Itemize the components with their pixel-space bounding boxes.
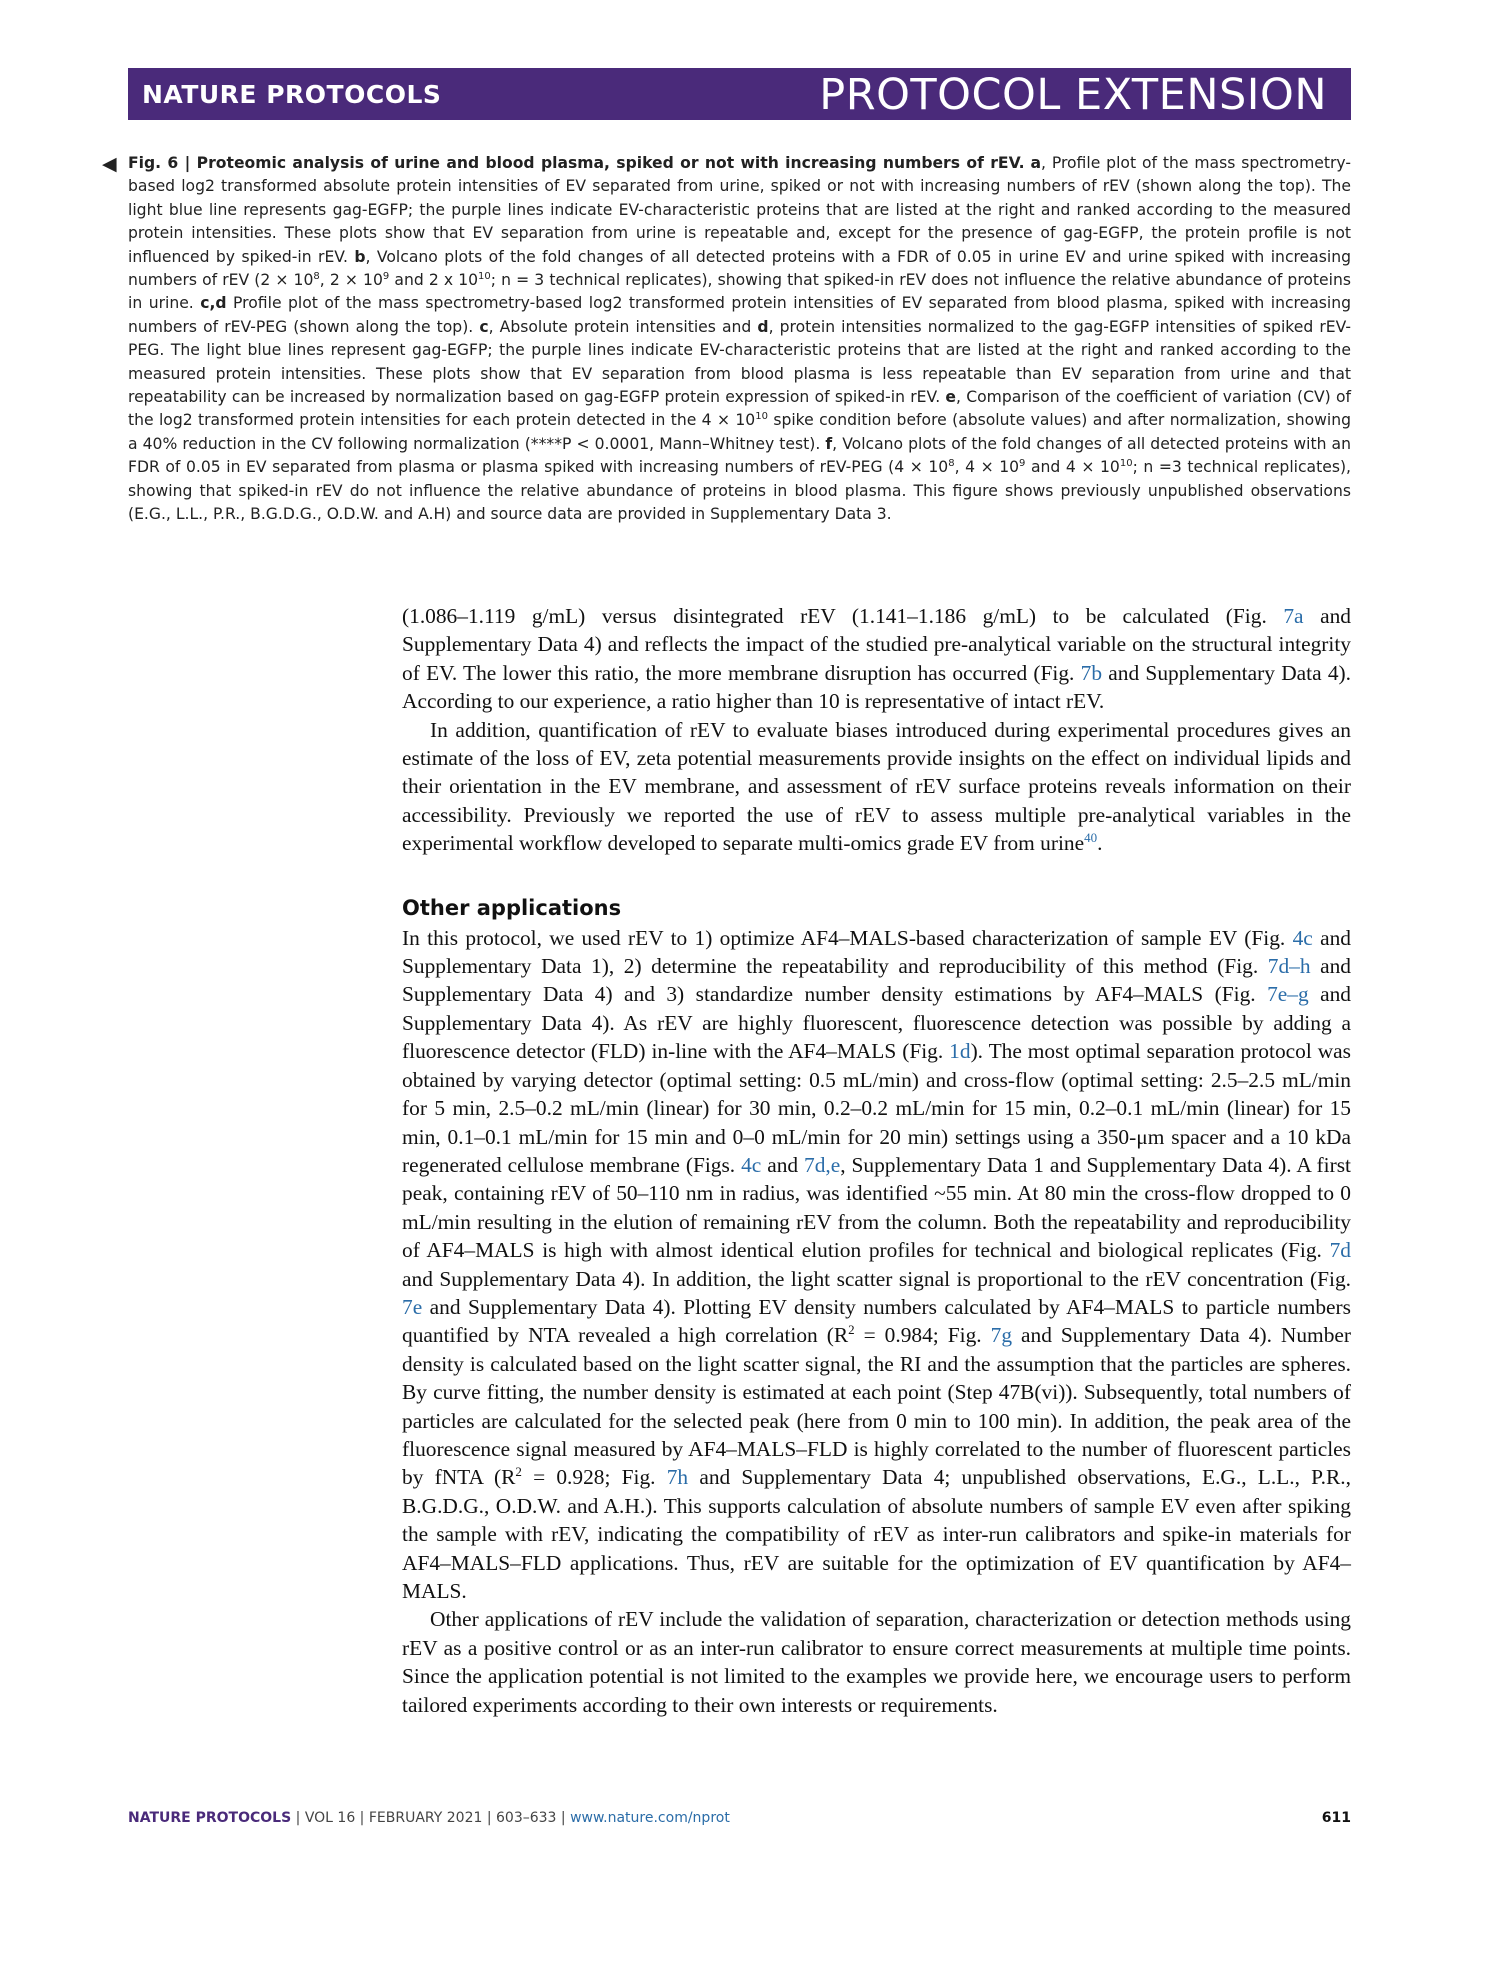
paragraph: In this protocol, we used rEV to 1) optimize AF4–MALS-based characterization of sample EV (Fig. 4c and Supplementary Data 1), 2) determine the repeatability and reproducibility of this method (Fig. 7d–h and Supplementary Data 4) and 3) standardize number density estimations by AF4–MALS (Fig. 7e–g and Supplementary Data 4). As rEV are highly fluorescent, fluorescence detection was possible by adding a fluorescence detector (FLD) in-line with the AF4–MALS (Fig. 1d). The most optimal separation protocol was obtained by varying detector (optimal setting: 0.5 mL/min) and cross-flow (optimal setting: 2.5–2.5 mL/min for 5 min, 2.5–0.2 mL/min (linear) for 30 min, 0.2–0.2 mL/min for 15 min, 0.2–0.1 mL/min (linear) for 15 min, 0.1–0.1 mL/min for 15 min and 0–0 mL/min for 20 min) settings using a 350-μm spacer and a 10 kDa regenerated cellulose membrane (Figs. 4c and 7d,e, Supplementary Data 1 and Supplementary Data 4). A first peak, containing rEV of 50–110 nm in radius, was identified ~55 min. At 80 min the cross-flow dropped to 0 mL/min resulting in the elution of remaining rEV from the column. Both the repeatability and reproducibility of AF4–MALS is high with almost identical elution profiles for technical and biological replicates (Fig. 7d and Supplementary Data 4). In addition, the light scatter signal is proportional to the rEV concentration (Fig. 7e and Supplementary Data 4). Plotting EV density numbers calculated by AF4–MALS to particle numbers quantified by NTA revealed a high correlation ($R^2 = 0.984$; Fig. 7g and Supplementary Data 4). Number density is calculated based on the light scatter signal, the RI and the assumption that the particles are spheres. By curve fitting, the number density is estimated at each point (Step 47B(vi)). Subsequently, total numbers of particles are calculated for the selected peak (here from 0 min to 100 min). In addition, the peak area of the fluorescence signal measured by AF4–MALS–FLD is highly correlated to the number of fluorescent particles by fNTA ($R^2 = 0.928$; Fig. 7h and Supplementary Data 4; unpublished observations, E.G., L.L., P.R., B.G.D.G., O.D.W. and A.H.). This supports calculation of absolute numbers of sample EV even after spiking the sample with rEV, indicating the compatibility of rEV as inter-run calibrators and spike-in materials for AF4–MALS–FLD applications. Thus, rEV are suitable for the optimization of EV quantification by AF4–MALS.	[402, 925, 1352, 1603]
fig-link[interactable]: 4c	[1292, 925, 1313, 950]
footer-journal: NATURE PROTOCOLS	[128, 1810, 292, 1826]
fig-link[interactable]: 7a	[1283, 604, 1304, 628]
figure-caption: ◀ Fig. 6 | Proteomic analysis of urine and blood plasma, spiked or not with increasing numbers of rEV. a, Profile plot of the mass spectrometry-based log2 transformed absolute protein intensities of EV separated from urine, spiked or not with increasing numbers of rEV (shown along the top). The light blue line represents gag-EGFP; the purple lines indicate EV-characteristic proteins that are listed at the right and ranked according to the measured protein intensities. These plots show that EV separation from urine is repeatable and, except for the presence of gag-EGFP, the protein profile is not influenced by spiked-in rEV. b, Volcano plots of the fold changes of all detected proteins with a FDR of 0.05 in urine EV and urine spiked with increasing numbers of rEV ($2 \times 10^8$, $2 \times 10^9$ and 2 x $10^{10}$; n = 3 technical replicates), showing that spiked-in rEV does not influence the relative abundance of proteins in urine. c,d Profile plot of the mass spectrometry-based log2 transformed protein intensities of EV separated from blood plasma, spiked with increasing numbers of rEV-PEG (shown along the top). c, Absolute protein intensities and d, protein intensities normalized to the gag-EGFP intensities of spiked rEV-PEG. The light blue lines represent gag-EGFP; the purple lines indicate EV-characteristic proteins that are listed at the right and ranked according to the measured protein intensities. These plots show that EV separation from blood plasma is less repeatable than EV separation from urine and that repeatability can be increased by normalization based on gag-EGFP protein expression of spiked-in rEV. e, Comparison of the coefficient of variation (CV) of the log2 transformed protein intensities for each protein detected in the $4 \times 10^{10}$ spike condition before (absolute values) and after normalization, showing a 40% reduction in the CV following normalization (****P < 0.0001, Mann–Whitney test). f, Volcano plots of the fold changes of all detected proteins with an FDR of 0.05 in EV separated from plasma or plasma spiked with increasing numbers of rEV-PEG ($4 \times 10^8$, $4 \times 10^9$ and $4 \times 10^{10}$; n =3 technical replicates), showing that spiked-in rEV do not influence the relative abundance of proteins in blood plasma. This figure shows previously unpublished observations (E.G., L.L., P.R., B.G.D.G., O.D.W. and A.H) and source data are provided in Supplementary Data 3.	[102, 153, 1352, 524]
fig-link[interactable]: 7d,e	[804, 1152, 841, 1177]
footer-pages: 603–633	[496, 1810, 557, 1826]
paragraph: (1.086–1.119 g/mL) versus disintegrated rEV (1.141–1.186 g/mL) to be calculated (Fig. 7a and Supplementary Data 4) and reflects the impact of the studied pre-analytical variable on the structural integrity of EV. The lower this ratio, the more membrane disruption has occurred (Fig. 7b and Supplementary Data 4). According to our experience, a ratio higher than 10 is representative of intact rEV.	[402, 604, 1352, 714]
fig-link[interactable]: 7d–h	[1267, 954, 1311, 979]
fig-link[interactable]: 4c	[741, 1152, 762, 1177]
footer-volume: VOL 16	[304, 1810, 356, 1826]
caption-arrow-icon: ◀	[102, 153, 117, 175]
fig-link[interactable]: 7d	[1329, 1238, 1351, 1263]
body-text	[402, 602, 1351, 1719]
fig-link[interactable]: 7g	[990, 1323, 1013, 1348]
page-number: 611	[1321, 1810, 1351, 1826]
fig-link[interactable]: 7b	[1080, 660, 1103, 685]
caption-title: Fig. 6 | Proteomic analysis of urine and blood plasma, spiked or not with increasing numbers of rEV.	[128, 154, 1025, 172]
reference-link[interactable]: 40	[1084, 830, 1098, 846]
fig-link[interactable]: 7h	[666, 1465, 689, 1490]
paragraph: Other applications of rEV include the validation of separation, characterization or detection methods using rEV as a positive control or as an inter-run calibrator to ensure correct measurements at multiple time points. Since the application potential is not limited to the examples we provide here, we encourage users to perform tailored experiments according to their own interests or requirements.	[402, 1607, 1351, 1717]
journal-banner	[128, 68, 1351, 120]
journal-name: NATURE PROTOCOLS	[142, 80, 442, 109]
section-title: Other applications	[402, 895, 622, 920]
fig-link[interactable]: 1d	[949, 1039, 971, 1064]
fig-link[interactable]: 7e	[402, 1294, 423, 1319]
article-type: PROTOCOL EXTENSION	[819, 70, 1327, 120]
page-footer: NATURE PROTOCOLS | VOL 16 | FEBRUARY 2021 | 603–633 | www.nature.com/nprot 611	[128, 1810, 1351, 1826]
footer-date: FEBRUARY 2021	[368, 1810, 483, 1826]
paragraph: In addition, quantification of rEV to evaluate biases introduced during experimental procedures gives an estimate of the loss of EV, zeta potential measurements provide insights on the effect on individual lipids and their orientation in the EV membrane, and assessment of rEV surface proteins reveals information on their accessibility. Previously we reported the use of rEV to assess multiple pre-analytical variables in the experimental workflow developed to separate multi-omics grade EV from urine$^{40}$.	[402, 717, 1351, 856]
footer-url-link[interactable]: www.nature.com/nprot	[570, 1810, 730, 1826]
fig-link[interactable]: 7e–g	[1267, 982, 1309, 1007]
